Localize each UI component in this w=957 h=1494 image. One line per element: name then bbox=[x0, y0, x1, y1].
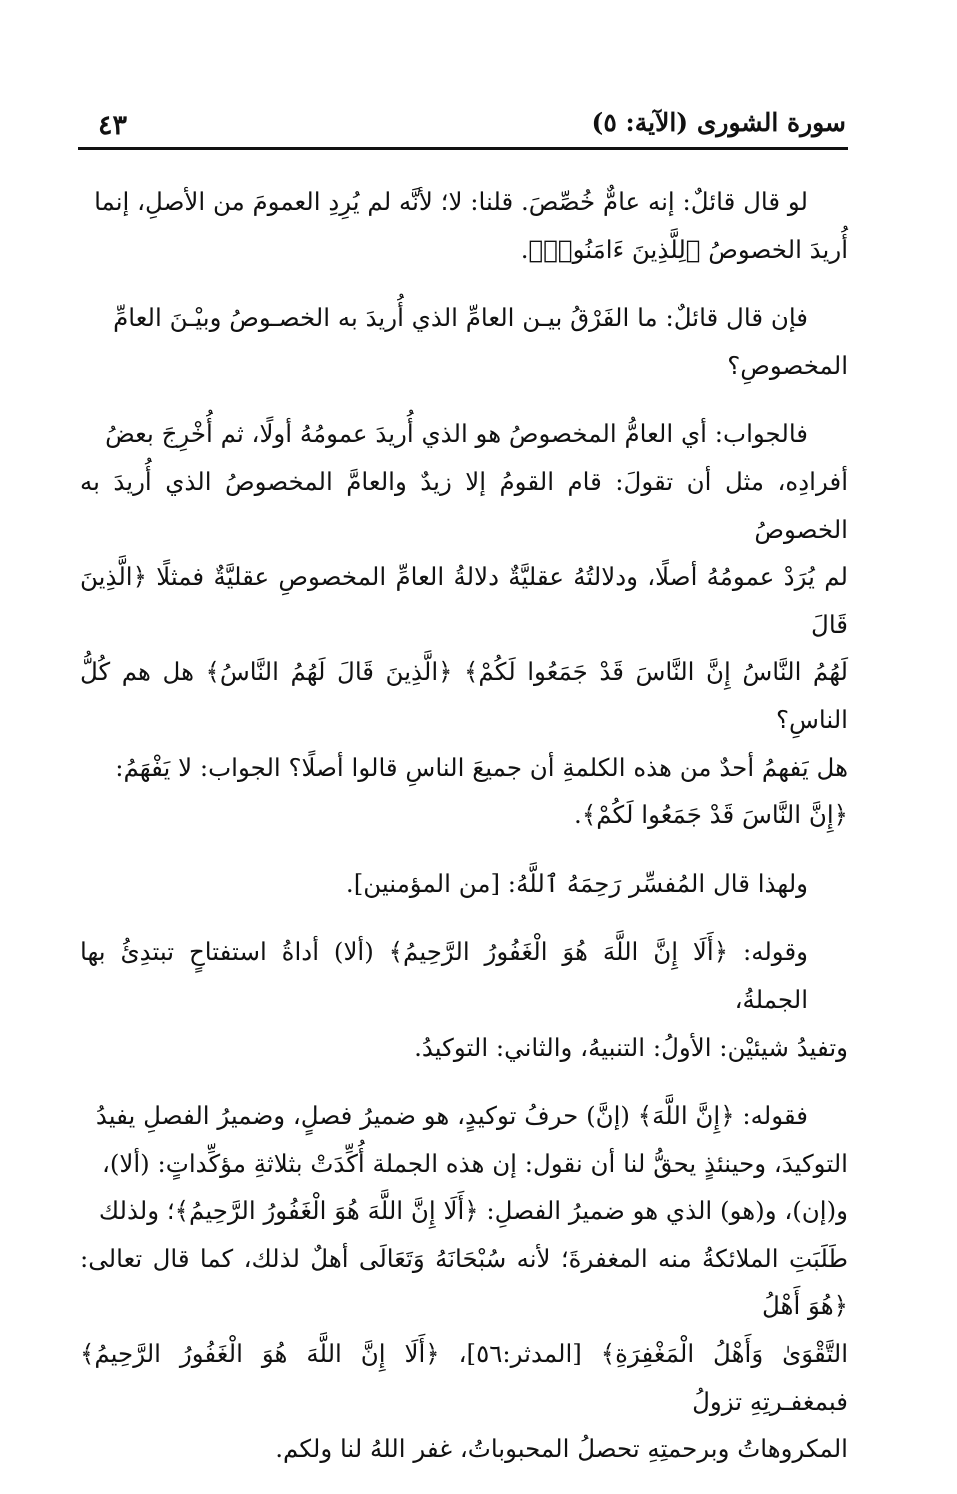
text-line: طَلَبَتِ الملائكةُ منه المغفرةَ؛ لأنه سُبْحَانَهُ وَتَعَالَى أهلٌ لذلك، كما قال تعالى: ﴿هُوَ أَهْلُ bbox=[80, 1243, 848, 1321]
paragraph-4 bbox=[80, 860, 848, 908]
text-line: ﴿إِنَّ النَّاسَ قَدْ جَمَعُوا لَكُمْ﴾. bbox=[574, 800, 848, 830]
header-rule bbox=[78, 147, 848, 150]
body-text bbox=[80, 178, 848, 1494]
text-line: لو قال قائلٌ: إنه عامٌّ خُصِّصَ. قلنا: لا؛ لأنَّه لم يُرِدِ العمومَ من الأصلِ، إنما bbox=[94, 187, 808, 216]
text-line: فقوله: ﴿إِنَّ اللَّهَ﴾ (إنَّ) حرفُ توكيدٍ، هو ضميرُ فصلٍ، وضميرُ الفصلِ يفيدُ bbox=[95, 1101, 808, 1131]
text-line: التَّقْوَىٰ وَأَهْلُ الْمَغْفِرَةِ﴾ [المدثر:٥٦]، ﴿أَلَا إِنَّ اللَّهَ هُوَ الْغَفُورُ الرَّحِيمُ﴾ فبمغفـرتِهِ تزولُ bbox=[80, 1339, 848, 1416]
text-line: وقوله: ﴿أَلَا إِنَّ اللَّهَ هُوَ الْغَفُورُ الرَّحِيمُ﴾ (ألا) أداةُ استفتاحٍ تبتدِئُ بها الجملةُ، bbox=[80, 937, 808, 1014]
text-line: أُريدَ الخصوصُ ﴿لِلَّذِينَ ءَامَنُوا۟﴾. bbox=[520, 234, 848, 264]
text-line: لم يُرَدْ عمومُهُ أصلًا، ودلالتُهُ عقليَّةٌ دلالةُ العامِّ المخصوصِ عقليَّةٌ فمثلًا ﴿الَّذِينَ قَالَ bbox=[80, 562, 848, 639]
page-number: ٤٣ bbox=[98, 110, 128, 141]
text-line: المكروهاتُ وبرحمتِهِ تحصلُ المحبوباتُ، غفر اللهُ لنا ولكم. bbox=[275, 1434, 848, 1464]
text-line: أفرادِه، مثل أن تقولَ: قام القومُ إلا زيدٌ والعامَّ المخصوصُ الذي أُريدَ به الخصوصُ bbox=[80, 466, 848, 544]
paragraph-6 bbox=[80, 1092, 848, 1473]
text-line: وتفيدُ شيئيْن: الأولُ: التنبيهُ، والثاني: التوكيدُ. bbox=[414, 1032, 848, 1062]
text-line: ولهذا قال المُفسِّر رَحِمَهُ ٱللَّهُ: [من المؤمنين]. bbox=[345, 868, 808, 898]
text-line: و(إن)، و(هو) الذي هو ضميرُ الفصلِ: ﴿أَلَا إِنَّ اللَّهَ هُوَ الْغَفُورُ الرَّحِيمُ﴾؛ ولذلك bbox=[98, 1196, 848, 1226]
text-line: فالجواب: أي العامُّ المخصوصُ هو الذي أُريدَ عمومُهُ أولًا، ثم أُخْرِجَ بعضُ bbox=[105, 419, 808, 449]
running-header bbox=[78, 100, 848, 144]
paragraph-5 bbox=[80, 928, 848, 1071]
paragraph-2 bbox=[80, 294, 848, 389]
text-line: هل يَفهمُ أحدٌ من هذه الكلمةِ أن جميعَ الناسِ قالوا أصلًا؟ الجواب: لا يَفْهَمُ: bbox=[115, 752, 848, 782]
text-line: المخصوصِ؟ bbox=[727, 350, 848, 380]
text-line: فإن قال قائلٌ: ما الفَرْقُ بيـن العامِّ الذي أُريدَ به الخصـوصُ وبيْـنَ العامِّ bbox=[113, 303, 808, 333]
text-line: لَهُمُ النَّاسُ إِنَّ النَّاسَ قَدْ جَمَعُوا لَكُمْ﴾ ﴿الَّذِينَ قَالَ لَهُمُ النَّاسُ﴾ هل هم كُلُّ الناسِ؟ bbox=[80, 657, 848, 734]
paragraph-1 bbox=[80, 178, 848, 273]
surah-title: سورة الشورى (الآية: ٥) bbox=[591, 108, 846, 137]
paragraph-3 bbox=[80, 410, 848, 838]
text-line: التوكيدَ، وحينئذٍ يحقُّ لنا أن نقول: إن هذه الجملة أُكِّدَتْ بثلاثةِ مؤكِّداتٍ: (ألا)، bbox=[101, 1148, 848, 1178]
